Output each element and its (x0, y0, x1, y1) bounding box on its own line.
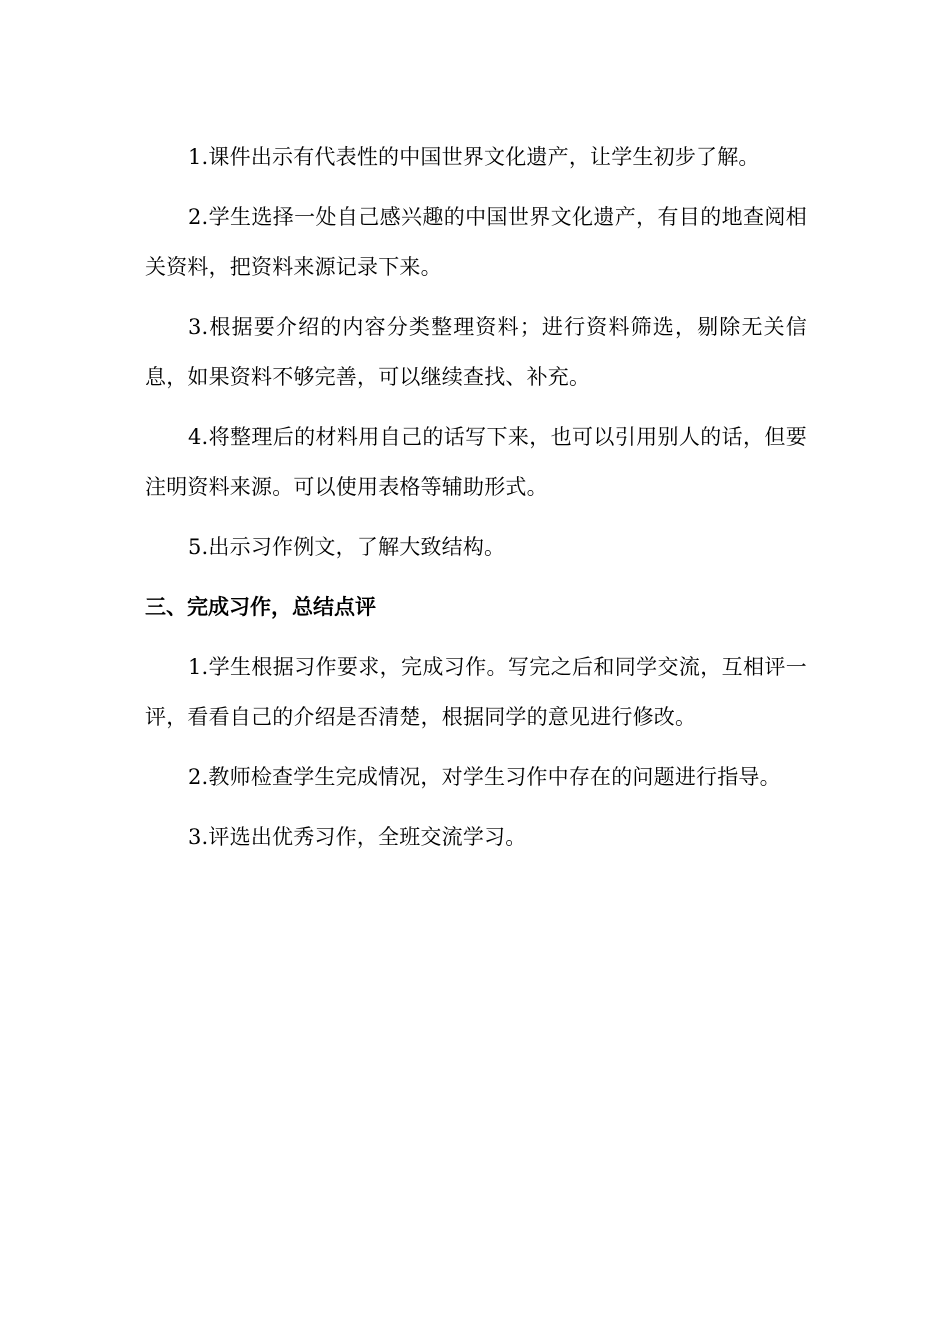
paragraph-section3-step-3: 3.评选出优秀习作，全班交流学习。 (188, 825, 527, 849)
paragraph-step-5: 5.出示习作例文，了解大致结构。 (188, 535, 506, 559)
paragraph-section3-step-1: 1.学生根据习作要求，完成习作。写完之后和同学交流，互相评一评，看看自己的介绍是否清楚，根据同学的意见进行修改。 (145, 655, 807, 729)
section-heading: 三、完成习作，总结点评 (145, 595, 376, 619)
paragraph-section3-step-2: 2.教师检查学生完成情况，对学生习作中存在的问题进行指导。 (188, 765, 781, 789)
paragraph-step-3: 3.根据要介绍的内容分类整理资料；进行资料筛选，剔除无关信息，如果资料不够完善，可以继续查找、补充。 (145, 315, 807, 389)
paragraph-step-2: 2.学生选择一处自己感兴趣的中国世界文化遗产，有目的地查阅相关资料，把资料来源记录下来。 (145, 205, 807, 279)
document-page (145, 132, 807, 872)
paragraph-step-1: 1.课件出示有代表性的中国世界文化遗产，让学生初步了解。 (188, 145, 760, 169)
paragraph-step-4: 4.将整理后的材料用自己的话写下来，也可以引用别人的话，但要注明资料来源。可以使用表格等辅助形式。 (145, 425, 807, 499)
